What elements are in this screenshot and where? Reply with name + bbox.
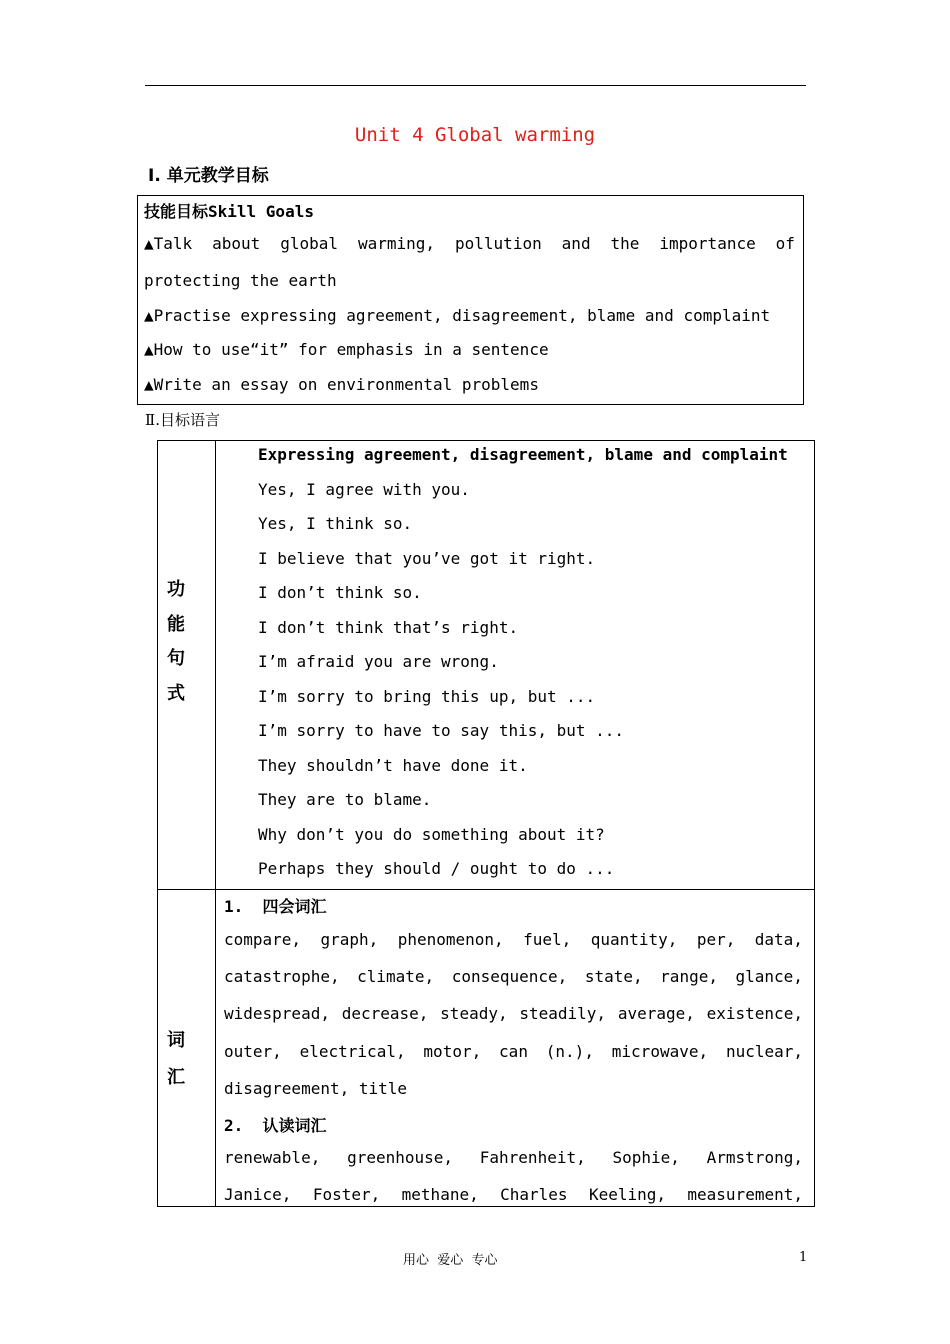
- skill-goals-title: 技能目标Skill Goals: [144, 202, 314, 221]
- vocab-word: outer,: [224, 1042, 282, 1061]
- vocab-word: steadily,: [519, 1004, 607, 1023]
- sentence-item: I’m sorry to bring this up, but ...: [258, 687, 596, 706]
- table-row-divider: [157, 889, 815, 890]
- functional-label-char: 式: [167, 683, 185, 704]
- goal-1-continued: protecting the earth: [144, 271, 337, 290]
- goal-1-word: importance: [659, 234, 756, 253]
- vocab-word: decrease,: [341, 1004, 429, 1023]
- vocab-word: graph,: [320, 930, 379, 949]
- vocab-word: catastrophe,: [224, 967, 340, 986]
- vocab-word: renewable,: [224, 1148, 321, 1167]
- vocab-word: Foster,: [312, 1185, 381, 1204]
- functional-label-char: 能: [167, 614, 185, 635]
- vocab2-line: [224, 1185, 803, 1204]
- section1-heading: Ⅰ. 单元教学目标: [148, 166, 269, 186]
- goal-4: ▲Write an essay on environmental problems: [144, 375, 539, 394]
- vocab1-line: [224, 1004, 803, 1023]
- page-title: Unit 4 Global warming: [354, 124, 596, 146]
- sentence-item: Yes, I agree with you.: [258, 480, 470, 499]
- goal-1-word: and: [561, 234, 591, 253]
- table-column-divider: [215, 440, 216, 1207]
- vocab-word: (n.),: [545, 1042, 594, 1061]
- vocab-word: compare,: [224, 930, 302, 949]
- vocab-word: Sophie,: [612, 1148, 680, 1167]
- vocab1-line: [224, 1042, 803, 1061]
- vocab-word: can: [499, 1042, 528, 1061]
- goal-1-word: ▲Talk: [144, 234, 193, 253]
- footer-text: 用心 爱心 专心: [403, 1253, 498, 1268]
- functional-label-char: 功: [167, 579, 185, 600]
- functional-title: Expressing agreement, disagreement, blame and complaint: [258, 445, 788, 464]
- vocab-word: measurement,: [687, 1185, 803, 1204]
- goal-1-word: the: [610, 234, 640, 253]
- sentence-item: I don’t think that’s right.: [258, 618, 519, 637]
- vocab-word: data,: [754, 930, 803, 949]
- goal-1-word: about: [212, 234, 261, 253]
- vocab-word: Janice,: [224, 1185, 292, 1204]
- sentence-item: I’m afraid you are wrong.: [258, 652, 499, 671]
- goal-1-line: [144, 234, 795, 253]
- vocab-word: Charles: [500, 1185, 568, 1204]
- vocab-word: state,: [584, 967, 643, 986]
- vocab-word: Keeling,: [588, 1185, 666, 1204]
- sentence-item: They are to blame.: [258, 790, 432, 809]
- skill-goals-box: [137, 195, 804, 405]
- vocab-word: per,: [696, 930, 736, 949]
- sentence-item: They shouldn’t have done it.: [258, 756, 528, 775]
- sentence-item: I’m sorry to have to say this, but ...: [258, 721, 625, 740]
- section2-heading: Ⅱ.目标语言: [145, 411, 220, 429]
- goal-1-word: global: [280, 234, 339, 253]
- goal-1-word: warming,: [358, 234, 436, 253]
- goal-2: ▲Practise expressing agreement, disagreement, blame and complaint: [144, 306, 771, 325]
- sentence-item: Yes, I think so.: [258, 514, 413, 533]
- vocab1-line: [224, 967, 803, 986]
- vocab-word: electrical,: [299, 1042, 406, 1061]
- goal-1-word: pollution: [455, 234, 542, 253]
- vocab-word: consequence,: [451, 967, 568, 986]
- vocab1-line: [224, 930, 803, 949]
- goal-3: ▲How to use“it” for emphasis in a sentence: [144, 340, 549, 359]
- vocab-word: range,: [660, 967, 718, 986]
- sentence-item: Perhaps they should / ought to do ...: [258, 859, 615, 878]
- vocab-word: greenhouse,: [347, 1148, 454, 1167]
- vocab-word: nuclear,: [725, 1042, 803, 1061]
- vocab1-last-line: disagreement, title: [224, 1079, 408, 1098]
- vocab-word: widespread,: [224, 1004, 330, 1023]
- vocab-word: motor,: [423, 1042, 482, 1061]
- sentence-item: I don’t think so.: [258, 583, 422, 602]
- vocab-word: average,: [617, 1004, 695, 1023]
- vocab1-heading: 1. 四会词汇: [224, 897, 327, 916]
- sentence-item: Why don’t you do something about it?: [258, 825, 605, 844]
- vocab-word: fuel,: [523, 930, 572, 949]
- vocab-label-char: 汇: [167, 1067, 185, 1088]
- vocab-word: quantity,: [590, 930, 678, 949]
- vocab-word: climate,: [357, 967, 435, 986]
- vocab-word: glance,: [735, 967, 803, 986]
- vocab2-heading: 2. 认读词汇: [224, 1116, 327, 1135]
- vocab-word: Fahrenheit,: [479, 1148, 586, 1167]
- vocab-word: existence,: [706, 1004, 803, 1023]
- vocab-word: steady,: [440, 1004, 508, 1023]
- vocab-label-char: 词: [167, 1030, 185, 1051]
- vocab-word: microwave,: [611, 1042, 709, 1061]
- vocab-word: Armstrong,: [706, 1148, 803, 1167]
- sentence-item: I believe that you’ve got it right.: [258, 549, 596, 568]
- header-rule: [145, 85, 806, 86]
- vocab-word: methane,: [401, 1185, 479, 1204]
- vocab-word: phenomenon,: [397, 930, 504, 949]
- page-number: 1: [799, 1250, 808, 1265]
- goal-1-word: of: [775, 234, 795, 253]
- vocab2-line: [224, 1148, 803, 1167]
- functional-label-char: 句: [167, 648, 185, 669]
